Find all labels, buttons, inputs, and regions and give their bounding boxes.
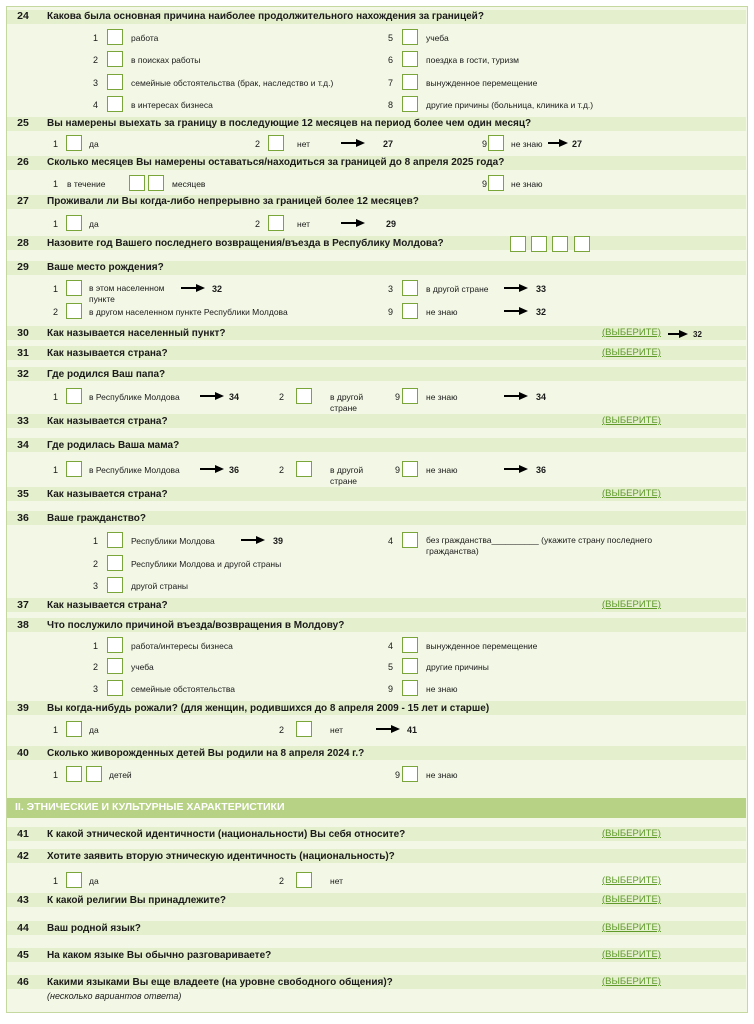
option-code: 8 <box>387 100 393 110</box>
option-code: 9 <box>387 684 393 694</box>
children-digit-box[interactable] <box>86 766 102 782</box>
option-code: 1 <box>92 536 98 546</box>
skip-arrow-icon <box>199 391 225 401</box>
select-link[interactable]: (ВЫБЕРИТЕ) <box>602 488 661 499</box>
question-text: Ваш родной язык? <box>47 923 141 934</box>
question-text: Хотите заявить вторую этническую идентичность (национальность)? <box>47 851 395 862</box>
option-label: не знаю <box>511 139 543 149</box>
option-label: Республики Молдова и другой страны <box>131 559 282 569</box>
option-code: 1 <box>52 219 58 229</box>
option-label: семейные обстоятельства (брак, наследство и т.д.) <box>131 78 334 88</box>
option-checkbox[interactable] <box>402 51 418 67</box>
option-checkbox[interactable] <box>402 680 418 696</box>
year-digit-box[interactable] <box>552 236 568 252</box>
option-label: в Республике Молдова <box>89 465 180 475</box>
skip-target: 34 <box>536 392 547 402</box>
option-checkbox[interactable] <box>296 872 312 888</box>
option-checkbox[interactable] <box>402 637 418 653</box>
option-checkbox[interactable] <box>402 532 418 548</box>
option-code: 1 <box>52 392 58 402</box>
option-label: не знаю <box>426 770 458 780</box>
option-label: Республики Молдова <box>131 536 215 546</box>
question-text: Как называется населенный пункт? <box>47 328 226 339</box>
option-code: 9 <box>394 465 400 475</box>
option-label: семейные обстоятельства <box>131 684 235 694</box>
option-code: 9 <box>481 139 487 149</box>
option-label: в другой стране <box>330 392 364 413</box>
year-digit-box[interactable] <box>574 236 590 252</box>
option-checkbox[interactable] <box>66 280 82 296</box>
option-label: да <box>89 725 99 735</box>
skip-arrow-icon <box>375 724 401 734</box>
option-label: да <box>89 139 99 149</box>
option-checkbox[interactable] <box>402 658 418 674</box>
question-text: Сколько живорожденных детей Вы родили на 8 апреля 2024 г.? <box>47 748 365 759</box>
question-text: Как называется страна? <box>47 489 168 500</box>
question-text: Ваше гражданство? <box>47 513 147 524</box>
option-code: 2 <box>278 465 284 475</box>
option-checkbox[interactable] <box>402 74 418 90</box>
question-number: 35 <box>17 488 29 500</box>
option-code: 1 <box>52 465 58 475</box>
question-number: 29 <box>17 261 29 273</box>
option-checkbox[interactable] <box>66 303 82 319</box>
option-checkbox[interactable] <box>107 658 123 674</box>
option-checkbox[interactable] <box>107 532 123 548</box>
option-checkbox[interactable] <box>296 461 312 477</box>
option-code: 2 <box>254 139 260 149</box>
option-label: не знаю <box>426 392 458 402</box>
option-checkbox[interactable] <box>402 766 418 782</box>
option-code: 2 <box>92 55 98 65</box>
question-text: Проживали ли Вы когда-либо непрерывно за границей более 12 месяцев? <box>47 196 419 207</box>
option-label: поездка в гости, туризм <box>426 55 520 65</box>
option-label: нет <box>330 876 344 886</box>
option-label: без гражданства__________ (укажите страну последнего гражданства) <box>426 535 653 556</box>
question-number: 42 <box>17 850 29 862</box>
option-code: 1 <box>52 284 58 294</box>
question-number: 44 <box>17 922 29 934</box>
option-label: не знаю <box>511 179 543 189</box>
question-text: Что послужило причиной въезда/возвращения в Молдову? <box>47 620 345 631</box>
option-code: 3 <box>387 284 393 294</box>
question-number: 43 <box>17 894 29 906</box>
question-number: 26 <box>17 156 29 168</box>
option-checkbox[interactable] <box>66 721 82 737</box>
question-number: 25 <box>17 117 29 129</box>
option-code: 1 <box>52 770 58 780</box>
option-label: да <box>89 876 99 886</box>
question-text: Вы когда-нибудь рожали? (для женщин, родившихся до 8 апреля 2009 - 15 лет и старше) <box>47 703 490 714</box>
question-number: 38 <box>17 619 29 631</box>
select-link[interactable]: (ВЫБЕРИТЕ) <box>602 875 661 886</box>
option-checkbox[interactable] <box>107 51 123 67</box>
option-checkbox[interactable] <box>107 637 123 653</box>
option-code: 3 <box>92 581 98 591</box>
option-label: учеба <box>131 662 154 672</box>
question-number: 40 <box>17 747 29 759</box>
select-link[interactable]: (ВЫБЕРИТЕ) <box>602 949 661 960</box>
option-label: в другой стране <box>330 465 364 486</box>
question-text: Назовите год Вашего последнего возвращения/въезда в Республику Молдова? <box>47 238 444 249</box>
skip-arrow-icon <box>240 535 266 545</box>
option-label: в интересах бизнеса <box>131 100 213 110</box>
option-checkbox[interactable] <box>107 555 123 571</box>
option-label: не знаю <box>426 307 458 317</box>
option-code: 9 <box>394 770 400 780</box>
skip-target: 34 <box>229 392 240 402</box>
question-text: Как называется страна? <box>47 600 168 611</box>
skip-arrow-icon <box>340 138 366 148</box>
option-code: 5 <box>387 33 393 43</box>
option-checkbox[interactable] <box>107 577 123 593</box>
option-checkbox[interactable] <box>402 461 418 477</box>
option-label: да <box>89 219 99 229</box>
option-label: работа/интересы бизнеса <box>131 641 233 651</box>
skip-arrow-icon <box>503 283 529 293</box>
option-checkbox[interactable] <box>402 303 418 319</box>
option-checkbox[interactable] <box>107 74 123 90</box>
skip-target: 27 <box>572 139 583 149</box>
option-label: нет <box>297 219 311 229</box>
skip-arrow-icon <box>503 306 529 316</box>
option-label: в другом населенном пункте Республики Молдова <box>89 307 288 317</box>
select-link[interactable]: (ВЫБЕРИТЕ) <box>602 599 661 610</box>
skip-target: 32 <box>212 284 223 294</box>
option-label: нет <box>297 139 311 149</box>
option-code: 3 <box>92 684 98 694</box>
option-code: 1 <box>52 139 58 149</box>
question-number: 32 <box>17 368 29 380</box>
option-code: 2 <box>278 876 284 886</box>
option-checkbox[interactable] <box>296 721 312 737</box>
option-code: 2 <box>254 219 260 229</box>
option-code: 3 <box>92 78 98 88</box>
year-digit-box[interactable] <box>531 236 547 252</box>
option-checkbox[interactable] <box>402 388 418 404</box>
option-checkbox[interactable] <box>402 96 418 112</box>
skip-target: 29 <box>386 219 397 229</box>
option-label: в течение <box>67 179 106 189</box>
option-label: другие причины <box>426 662 489 672</box>
option-checkbox[interactable] <box>66 461 82 477</box>
children-digit-box[interactable] <box>66 766 82 782</box>
skip-arrow-icon <box>503 464 529 474</box>
option-checkbox[interactable] <box>268 215 284 231</box>
option-code: 9 <box>387 307 393 317</box>
option-code: 4 <box>92 100 98 110</box>
option-code: 1 <box>92 33 98 43</box>
option-label: в поисках работы <box>131 55 201 65</box>
question-text: Как называется страна? <box>47 348 168 359</box>
option-label: в другой стране <box>426 284 489 294</box>
option-code: 2 <box>92 662 98 672</box>
option-code: 2 <box>278 392 284 402</box>
question-number: 34 <box>17 439 29 451</box>
question-text: Сколько месяцев Вы намерены оставаться/находиться за границей до 8 апреля 2025 года? <box>47 157 505 168</box>
skip-target: 32 <box>693 330 702 339</box>
question-text: Где родился Ваш папа? <box>47 369 166 380</box>
year-digit-box[interactable] <box>510 236 526 252</box>
skip-arrow-icon <box>340 218 366 228</box>
select-link[interactable]: (ВЫБЕРИТЕ) <box>602 976 661 987</box>
skip-arrow-icon <box>667 329 689 339</box>
option-checkbox[interactable] <box>66 215 82 231</box>
section-header <box>7 798 746 818</box>
option-checkbox[interactable] <box>488 175 504 191</box>
option-label: не знаю <box>426 684 458 694</box>
months-digit-box[interactable] <box>129 175 145 191</box>
skip-target: 36 <box>229 465 240 475</box>
option-checkbox[interactable] <box>402 29 418 45</box>
select-link[interactable]: (ВЫБЕРИТЕ) <box>602 347 661 358</box>
question-number: 45 <box>17 949 29 961</box>
option-code: 1 <box>52 179 58 189</box>
question-text: К какой этнической идентичности (национальности) Вы себя относите? <box>47 829 406 840</box>
option-label: нет <box>330 725 344 735</box>
select-link[interactable]: (ВЫБЕРИТЕ) <box>602 327 661 338</box>
option-code: 2 <box>52 307 58 317</box>
section-title: II. ЭТНИЧЕСКИЕ И КУЛЬТУРНЫЕ ХАРАКТЕРИСТИКИ <box>15 801 285 813</box>
skip-target: 41 <box>407 725 418 735</box>
question-text: Какими языками Вы еще владеете (на уровне свободного общения)? <box>47 977 393 988</box>
option-label: вынужденное перемещение <box>426 78 538 88</box>
skip-arrow-icon <box>547 138 569 148</box>
select-link[interactable]: (ВЫБЕРИТЕ) <box>602 415 661 426</box>
option-code: 9 <box>394 392 400 402</box>
question-number: 39 <box>17 702 29 714</box>
option-checkbox[interactable] <box>268 135 284 151</box>
skip-target: 39 <box>273 536 284 546</box>
skip-target: 36 <box>536 465 547 475</box>
question-text: Ваше место рождения? <box>47 262 164 273</box>
question-text: К какой религии Вы принадлежите? <box>47 895 227 906</box>
option-label: не знаю <box>426 465 458 475</box>
skip-target: 27 <box>383 139 394 149</box>
option-label: другие причины (больница, клиника и т.д.) <box>426 100 594 110</box>
option-checkbox[interactable] <box>66 388 82 404</box>
question-number: 27 <box>17 195 29 207</box>
option-code: 7 <box>387 78 393 88</box>
option-code: 1 <box>92 641 98 651</box>
option-checkbox[interactable] <box>107 29 123 45</box>
option-code: 2 <box>92 559 98 569</box>
question-number: 30 <box>17 327 29 339</box>
option-code: 1 <box>52 876 58 886</box>
option-checkbox[interactable] <box>107 680 123 696</box>
question-number: 28 <box>17 237 29 249</box>
question-number: 41 <box>17 828 29 840</box>
question-number: 31 <box>17 347 29 359</box>
option-code: 5 <box>387 662 393 672</box>
question-number: 33 <box>17 415 29 427</box>
question-note: (несколько вариантов ответа) <box>47 991 182 1001</box>
question-number: 46 <box>17 976 29 988</box>
option-code: 6 <box>387 55 393 65</box>
option-label: в этом населенном пункте <box>89 283 165 304</box>
option-label: детей <box>109 770 132 780</box>
option-label: другой страны <box>131 581 188 591</box>
question-text: На каком языке Вы обычно разговариваете? <box>47 950 272 961</box>
question-number: 36 <box>17 512 29 524</box>
option-label: работа <box>131 33 159 43</box>
option-code: 4 <box>387 536 393 546</box>
option-checkbox[interactable] <box>488 135 504 151</box>
skip-arrow-icon <box>180 283 206 293</box>
skip-target: 33 <box>536 284 547 294</box>
question-number: 37 <box>17 599 29 611</box>
option-checkbox[interactable] <box>402 280 418 296</box>
select-link[interactable]: (ВЫБЕРИТЕ) <box>602 828 661 839</box>
option-label: месяцев <box>172 179 206 189</box>
option-label: в Республике Молдова <box>89 392 180 402</box>
select-link[interactable]: (ВЫБЕРИТЕ) <box>602 894 661 905</box>
option-checkbox[interactable] <box>296 388 312 404</box>
option-checkbox[interactable] <box>66 872 82 888</box>
option-code: 1 <box>52 725 58 735</box>
option-checkbox[interactable] <box>66 135 82 151</box>
months-digit-box[interactable] <box>148 175 164 191</box>
option-code: 9 <box>481 179 487 189</box>
option-code: 2 <box>278 725 284 735</box>
question-text: Как называется страна? <box>47 416 168 427</box>
question-text: Где родилась Ваша мама? <box>47 440 180 451</box>
skip-arrow-icon <box>199 464 225 474</box>
option-label: учеба <box>426 33 449 43</box>
option-code: 4 <box>387 641 393 651</box>
option-label: вынужденное перемещение <box>426 641 538 651</box>
question-text: Какова была основная причина наиболее продолжительного нахождения за границей? <box>47 11 484 22</box>
option-checkbox[interactable] <box>107 96 123 112</box>
question-number: 24 <box>17 10 29 22</box>
skip-target: 32 <box>536 307 547 317</box>
skip-arrow-icon <box>503 391 529 401</box>
select-link[interactable]: (ВЫБЕРИТЕ) <box>602 922 661 933</box>
question-text: Вы намерены выехать за границу в последующие 12 месяцев на период более чем один месяц? <box>47 118 532 129</box>
